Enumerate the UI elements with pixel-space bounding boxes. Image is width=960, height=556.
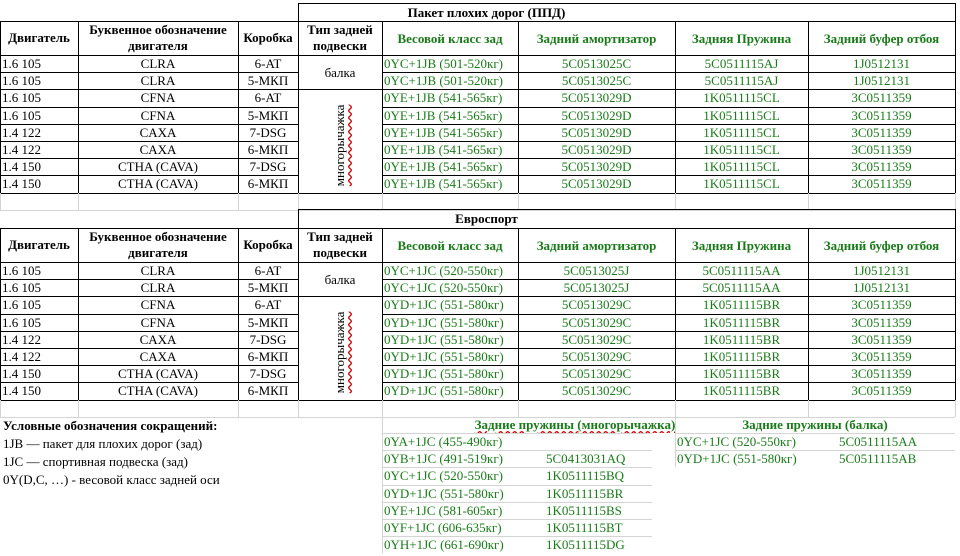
bumper-cell[interactable]: 3C0511359 — [851, 349, 912, 365]
spring-cell[interactable]: 1K0511115CL — [703, 159, 780, 175]
engine-cell[interactable]: 1.4 122 — [2, 124, 41, 140]
bumper-cell[interactable]: 1J0512131 — [852, 73, 911, 89]
grid-line — [382, 485, 652, 486]
engine-code-cell[interactable]: CTHA (CAVA) — [117, 176, 199, 192]
grid-line — [382, 519, 652, 520]
weight-class-cell[interactable]: 0YC+1JC (520-550кг) — [384, 263, 504, 279]
gearbox-cell[interactable]: 6-МКП — [247, 349, 289, 365]
grid-line — [0, 228, 955, 229]
shock-cell[interactable]: 5C0513025J — [563, 263, 630, 279]
spring-part-cell[interactable]: 1K0511115BT — [546, 520, 623, 536]
bumper-cell[interactable]: 3C0511359 — [851, 124, 912, 140]
grid-line — [0, 279, 298, 280]
grid-line — [518, 21, 519, 193]
grid-line — [382, 158, 955, 159]
weight-class-cell[interactable]: 0YD+1JC (551-580кг) — [384, 366, 504, 382]
engine-code-cell[interactable]: CFNA — [140, 314, 176, 330]
shock-cell[interactable]: 5C0513029C — [561, 297, 632, 313]
weight-class-cell[interactable]: 0YC+1JC (520-550кг) — [384, 280, 504, 296]
weight-class-cell[interactable]: 0YD+1JC (551-580кг) — [384, 331, 504, 347]
grid-line — [0, 141, 298, 142]
spring-cell[interactable]: 1K0511115CL — [703, 107, 780, 123]
header-suspension: Тип задней подвески — [307, 229, 373, 260]
engine-cell[interactable]: 1.4 150 — [2, 176, 41, 192]
legend-line: 0Y(D,C, …) - весовой класс задней оси — [3, 472, 220, 487]
grid-line — [955, 228, 956, 400]
grid-line — [78, 21, 79, 193]
engine-code-cell[interactable]: CTHA (CAVA) — [117, 383, 199, 399]
grid-line — [0, 55, 955, 56]
grid-line — [298, 193, 299, 210]
springs-multi-title: Задние пружины (многорычажка) — [474, 417, 676, 432]
engine-code-cell[interactable]: CLRA — [140, 280, 176, 296]
grid-line — [675, 416, 676, 467]
gearbox-cell[interactable]: 6-AT — [254, 297, 282, 313]
shock-cell[interactable]: 5C0513029C — [561, 349, 632, 365]
engine-cell[interactable]: 1.6 105 — [2, 297, 41, 313]
bumper-cell[interactable]: 3C0511359 — [851, 331, 912, 347]
spring-cell[interactable]: 1K0511115CL — [703, 124, 780, 140]
header-gearbox: Коробка — [243, 237, 293, 252]
shock-cell[interactable]: 5C0513029C — [561, 314, 632, 330]
grid-line — [675, 228, 676, 400]
engine-code-cell[interactable]: CAXA — [139, 349, 177, 365]
legend-title: Условные обозначения сокращений: — [3, 418, 218, 433]
bumper-cell[interactable]: 3C0511359 — [851, 314, 912, 330]
shock-cell[interactable]: 5C0513029C — [561, 383, 632, 399]
grid-line — [0, 228, 1, 400]
header-spring: Задняя Пружина — [691, 237, 792, 253]
legend-line: 1JC — спортивная подвеска (зад) — [3, 454, 188, 469]
engine-code-cell[interactable]: CFNA — [140, 90, 176, 106]
bumper-cell[interactable]: 3C0511359 — [851, 297, 912, 313]
gearbox-cell[interactable]: 6-МКП — [247, 383, 289, 399]
spring-class-cell[interactable]: 0YA+1JC (455-490кг) — [384, 434, 503, 450]
engine-code-cell[interactable]: CTHA (CAVA) — [117, 366, 199, 382]
springs-beam-title: Задние пружины (балка) — [742, 417, 888, 432]
grid-line — [0, 382, 298, 383]
grid-line — [955, 400, 956, 417]
grid-line — [382, 21, 383, 193]
grid-line — [382, 348, 955, 349]
spring-part-cell[interactable]: 1K0511115DG — [546, 537, 625, 553]
grid-line — [675, 400, 676, 417]
grid-line — [298, 228, 299, 400]
weight-class-cell[interactable]: 0YE+1JB (541-565кг) — [384, 90, 503, 106]
bumper-cell[interactable]: 3C0511359 — [851, 383, 912, 399]
grid-line — [808, 228, 809, 400]
shock-cell[interactable]: 5C0513025C — [561, 56, 632, 72]
grid-line — [382, 228, 383, 400]
header-suspension: Тип задней подвески — [307, 22, 373, 53]
bumper-cell[interactable]: 3C0511359 — [851, 176, 912, 192]
grid-line — [0, 348, 298, 349]
shock-cell[interactable]: 5C0513029C — [561, 331, 632, 347]
gearbox-cell[interactable]: 7-DSG — [249, 124, 287, 140]
weight-class-cell[interactable]: 0YD+1JC (551-580кг) — [384, 349, 504, 365]
spring-class-cell[interactable]: 0YD+1JC (551-580кг) — [384, 485, 504, 501]
grid-line — [238, 193, 239, 210]
weight-class-cell[interactable]: 0YC+1JB (501-520кг) — [384, 56, 504, 72]
grid-line — [675, 193, 676, 210]
header-shock: Задний амортизатор — [536, 30, 657, 46]
grid-line — [955, 209, 956, 228]
grid-line — [808, 21, 809, 193]
bumper-cell[interactable]: 3C0511359 — [851, 142, 912, 158]
grid-line — [0, 262, 955, 263]
grid-line — [0, 72, 298, 73]
grid-line — [0, 158, 298, 159]
engine-cell[interactable]: 1.4 122 — [2, 142, 41, 158]
spring-cell[interactable]: 1K0511115BR — [702, 383, 781, 399]
grid-line — [0, 400, 1, 417]
grid-line — [955, 3, 956, 21]
shock-cell[interactable]: 5C0513029D — [561, 107, 632, 123]
spring-cell[interactable]: 1K0511115BR — [702, 331, 781, 347]
weight-class-cell[interactable]: 0YE+1JB (541-565кг) — [384, 142, 503, 158]
grid-line — [382, 400, 383, 417]
grid-line — [0, 193, 1, 210]
weight-class-cell[interactable]: 0YD+1JC (551-580кг) — [384, 383, 504, 399]
bumper-cell[interactable]: 1J0512131 — [852, 263, 911, 279]
gearbox-cell[interactable]: 7-DSG — [249, 159, 287, 175]
engine-cell[interactable]: 1.4 150 — [2, 159, 41, 175]
gearbox-cell[interactable]: 6-AT — [254, 56, 282, 72]
grid-line — [955, 21, 956, 193]
spring-cell[interactable]: 1K0511115CL — [703, 142, 780, 158]
grid-line — [382, 314, 955, 315]
grid-line — [675, 433, 955, 434]
grid-line — [0, 107, 298, 108]
engine-code-cell[interactable]: CAXA — [139, 142, 177, 158]
bumper-cell[interactable]: 1J0512131 — [852, 280, 911, 296]
grid-line — [298, 21, 299, 193]
header-weight_class: Весовой класс зад — [397, 237, 503, 253]
grid-line — [78, 400, 79, 417]
grid-line — [0, 400, 955, 401]
engine-cell[interactable]: 1.4 122 — [2, 331, 41, 347]
gearbox-cell[interactable]: 6-AT — [254, 90, 282, 106]
spring-class-cell[interactable]: 0YE+1JC (581-605кг) — [384, 502, 503, 518]
header-bumper: Задний буфер отбоя — [823, 237, 940, 253]
grid-line — [382, 536, 652, 537]
spring-cell[interactable]: 5C0511115AA — [702, 280, 781, 296]
grid-line — [382, 467, 652, 468]
grid-line — [518, 228, 519, 400]
suspension-beam-cell[interactable]: балка — [324, 64, 356, 80]
grid-line — [0, 21, 955, 22]
grid-line — [0, 89, 955, 90]
spring-class-cell[interactable]: 0YH+1JC (661-690кг) — [384, 537, 504, 553]
engine-cell[interactable]: 1.6 105 — [2, 90, 41, 106]
shock-cell[interactable]: 5C0513029D — [561, 159, 632, 175]
shock-cell[interactable]: 5C0513029D — [561, 90, 632, 106]
spring-cell[interactable]: 1K0511115BR — [702, 297, 781, 313]
grid-line — [78, 193, 79, 210]
spring-cell[interactable]: 5C0511115AJ — [704, 56, 779, 72]
grid-line — [0, 193, 955, 194]
spring-beam-class-cell[interactable]: 0YD+1JC (551-580кг) — [677, 451, 797, 467]
grid-line — [238, 21, 239, 193]
grid-line — [382, 72, 955, 73]
engine-cell[interactable]: 1.6 105 — [2, 56, 41, 72]
grid-line — [238, 400, 239, 417]
shock-cell[interactable]: 5C0513029C — [561, 366, 632, 382]
spring-cell[interactable]: 1K0511115BR — [702, 366, 781, 382]
engine-code-cell[interactable]: CFNA — [140, 297, 176, 313]
gearbox-cell[interactable]: 6-AT — [254, 263, 282, 279]
header-shock: Задний амортизатор — [536, 237, 657, 253]
spring-class-cell[interactable]: 0YB+1JC (491-519кг) — [384, 451, 504, 467]
grid-line — [298, 400, 299, 417]
grid-line — [0, 21, 1, 193]
spring-part-cell[interactable] — [544, 433, 659, 450]
weight-class-cell[interactable]: 0YD+1JC (551-580кг) — [384, 297, 504, 313]
gearbox-cell[interactable]: 7-DSG — [249, 331, 287, 347]
bumper-cell[interactable]: 3C0511359 — [851, 107, 912, 123]
spring-part-cell[interactable]: 1K0511115BR — [546, 485, 624, 501]
weight-class-cell[interactable]: 0YE+1JB (541-565кг) — [384, 159, 503, 175]
grid-line — [808, 193, 809, 210]
shock-cell[interactable]: 5C0513029D — [561, 124, 632, 140]
grid-line — [0, 365, 298, 366]
grid-line — [382, 502, 652, 503]
grid-line — [298, 209, 299, 228]
grid-line — [675, 21, 676, 193]
grid-line — [0, 314, 298, 315]
spring-part-cell[interactable]: 1K0511115BS — [546, 502, 622, 518]
engine-code-cell[interactable]: CFNA — [140, 107, 176, 123]
header-weight_class: Весовой класс зад — [397, 30, 503, 46]
grid-line — [382, 382, 955, 383]
spring-beam-part-cell[interactable]: 5C0511115AB — [839, 451, 917, 467]
spring-beam-part-cell[interactable]: 5C0511115AA — [839, 434, 917, 450]
grid-line — [0, 331, 298, 332]
suspension-multilink-cell[interactable]: многорычажка — [332, 104, 347, 187]
weight-class-cell[interactable]: 0YC+1JB (501-520кг) — [384, 73, 504, 89]
grid-line — [0, 296, 955, 297]
spring-part-cell[interactable]: 5C0413031AQ — [546, 451, 626, 467]
grid-line — [382, 124, 955, 125]
grid-line — [0, 175, 298, 176]
engine-cell[interactable]: 1.4 150 — [2, 366, 41, 382]
engine-cell[interactable]: 1.6 105 — [2, 280, 41, 296]
grid-line — [518, 193, 519, 210]
spring-cell[interactable]: 1K0511115BR — [702, 349, 781, 365]
grid-line — [955, 193, 956, 210]
grid-line — [382, 141, 955, 142]
bumper-cell[interactable]: 1J0512131 — [852, 56, 911, 72]
gearbox-cell[interactable]: 6-МКП — [247, 176, 289, 192]
spring-cell[interactable]: 5C0511115AA — [702, 263, 781, 279]
grid-line — [382, 193, 383, 210]
grid-line — [238, 228, 239, 400]
weight-class-cell[interactable]: 0YE+1JB (541-565кг) — [384, 107, 503, 123]
engine-code-cell[interactable]: CLRA — [140, 73, 176, 89]
grid-line — [382, 450, 652, 451]
engine-code-cell[interactable]: CAXA — [139, 124, 177, 140]
spring-class-cell[interactable]: 0YC+1JC (520-550кг) — [384, 468, 504, 484]
section2-title: Евроспорт — [455, 210, 518, 226]
weight-class-cell[interactable]: 0YE+1JB (541-565кг) — [384, 124, 503, 140]
header-engine: Двигатель — [8, 237, 70, 252]
grid-line — [382, 365, 955, 366]
engine-cell[interactable]: 1.6 105 — [2, 73, 41, 89]
suspension-multilink-cell[interactable]: многорычажка — [332, 311, 347, 394]
spring-cell[interactable]: 1K0511115CL — [703, 176, 780, 192]
engine-cell[interactable]: 1.6 105 — [2, 107, 41, 123]
grid-line — [518, 400, 519, 417]
engine-code-cell[interactable]: CAXA — [139, 331, 177, 347]
shock-cell[interactable]: 5C0513025C — [561, 73, 632, 89]
grid-line — [675, 450, 955, 451]
shock-cell[interactable]: 5C0513029D — [561, 176, 632, 192]
grid-line — [78, 228, 79, 400]
grid-line — [382, 331, 955, 332]
bumper-cell[interactable]: 3C0511359 — [851, 159, 912, 175]
shock-cell[interactable]: 5C0513029D — [561, 142, 632, 158]
spring-beam-class-cell[interactable]: 0YC+1JC (520-550кг) — [677, 434, 797, 450]
shock-cell[interactable]: 5C0513025J — [563, 280, 630, 296]
grid-line — [382, 416, 383, 553]
weight-class-cell[interactable]: 0YE+1JB (541-565кг) — [384, 176, 503, 192]
engine-code-cell[interactable]: CLRA — [140, 56, 176, 72]
grid-line — [298, 3, 955, 4]
header-engine: Двигатель — [8, 30, 70, 45]
bumper-cell[interactable]: 3C0511359 — [851, 90, 912, 106]
header-gearbox: Коробка — [243, 30, 293, 45]
spring-part-cell[interactable]: 1K0511115BQ — [546, 468, 624, 484]
grid-line — [0, 124, 298, 125]
header-engine_code: Буквенное обозначение двигателя — [89, 229, 227, 260]
gearbox-cell[interactable]: 5-МКП — [247, 280, 289, 296]
engine-cell[interactable]: 1.6 105 — [2, 263, 41, 279]
spring-cell[interactable]: 1K0511115CL — [703, 90, 780, 106]
gearbox-cell[interactable]: 5-МКП — [247, 314, 289, 330]
spring-cell[interactable]: 1K0511115BR — [702, 314, 781, 330]
grid-line — [382, 107, 955, 108]
grid-line — [808, 400, 809, 417]
grid-line — [382, 433, 652, 434]
engine-cell[interactable]: 1.4 150 — [2, 383, 41, 399]
header-spring: Задняя Пружина — [691, 30, 792, 46]
gearbox-cell[interactable]: 7-DSG — [249, 366, 287, 382]
gearbox-cell[interactable]: 6-МКП — [247, 142, 289, 158]
grid-line — [298, 209, 955, 210]
grid-line — [382, 175, 955, 176]
weight-class-cell[interactable]: 0YD+1JC (551-580кг) — [384, 314, 504, 330]
suspension-beam-cell[interactable]: балка — [324, 271, 356, 287]
spring-cell[interactable]: 5C0511115AJ — [704, 73, 779, 89]
section1-title: Пакет плохих дорог (ППД) — [407, 4, 566, 20]
engine-cell[interactable]: 1.6 105 — [2, 314, 41, 330]
gearbox-cell[interactable]: 5-МКП — [247, 107, 289, 123]
engine-code-cell[interactable]: CTHA (CAVA) — [117, 159, 199, 175]
grid-line — [382, 279, 955, 280]
spring-class-cell[interactable]: 0YF+1JC (606-635кг) — [384, 520, 502, 536]
engine-cell[interactable]: 1.4 122 — [2, 349, 41, 365]
header-engine_code: Буквенное обозначение двигателя — [89, 22, 227, 53]
grid-line — [298, 3, 299, 21]
engine-code-cell[interactable]: CLRA — [140, 263, 176, 279]
gearbox-cell[interactable]: 5-МКП — [247, 73, 289, 89]
header-bumper: Задний буфер отбоя — [823, 30, 940, 46]
bumper-cell[interactable]: 3C0511359 — [851, 366, 912, 382]
legend-line: 1JB — пакет для плохих дорог (зад) — [3, 436, 203, 451]
